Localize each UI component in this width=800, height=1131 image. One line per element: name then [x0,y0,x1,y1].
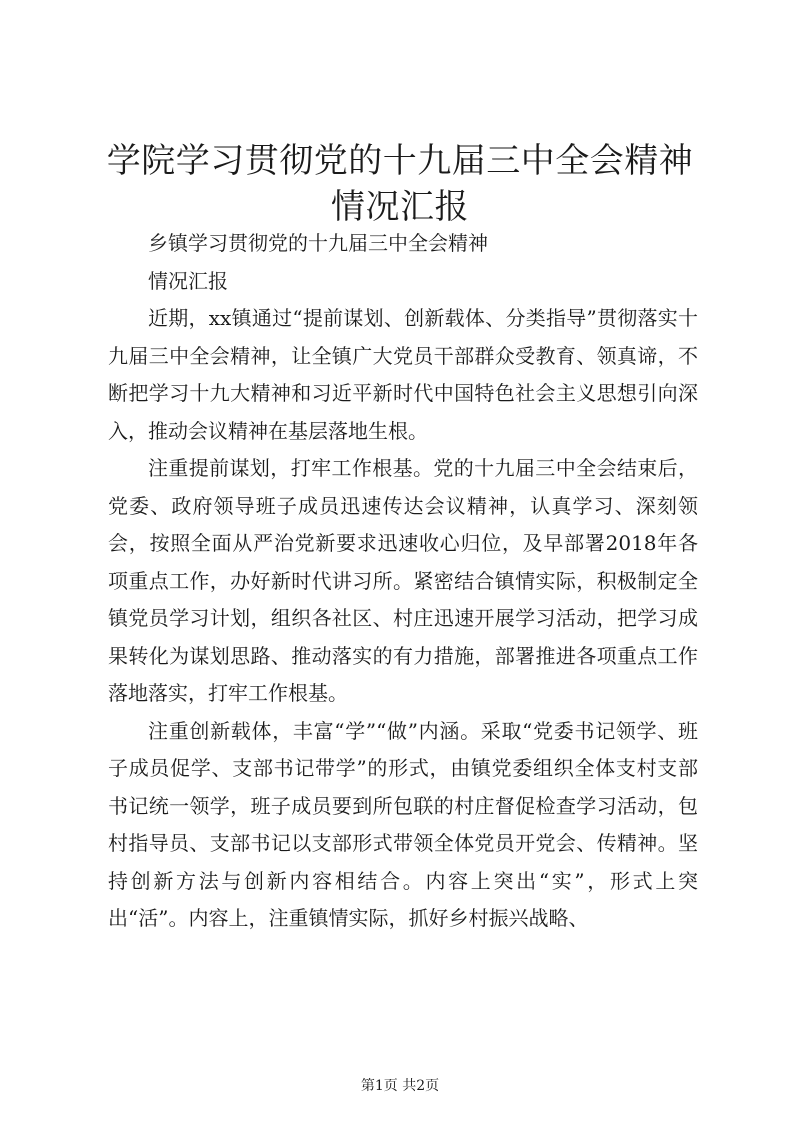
page-footer: 第1页 共2页 [360,1078,440,1094]
paragraph-planning: 注重提前谋划，打牢工作根基。党的十九届三中全会结束后，党委、政府领导班子成员迅速传达会议精神，认真学习、深刻领会，按照全面从严治党新要求迅速收心归位，及早部署2018年各项重点工作，办好新时代讲习所。紧密结合镇情实际，积极制定全镇党员学习计划，组织各社区、村庄迅速开展学习活动，把学习成果转化为谋划思路、推动落实的有力措施，部署推进各项重点工作落地落实，打牢工作根基。 [108,456,698,705]
document-body [108,225,698,938]
paragraph-intro: 近期，xx镇通过“提前谋划、创新载体、分类指导”贯彻落实十九届三中全会精神，让全镇广大党员干部群众受教育、领真谛，不断把学习十九大精神和习近平新时代中国特色社会主义思想引向深入，推动会议精神在基层落地生根。 [108,306,698,443]
subtitle-line-2: 情况汇报 [148,268,228,293]
document-title: 学院学习贯彻党的十九届三中全会精神情况汇报 [106,141,694,227]
subtitle-line-1: 乡镇学习贯彻党的十九届三中全会精神 [148,231,488,255]
paragraph-carrier: 注重创新载体，丰富“学”“做”内涵。采取“党委书记领学、班子成员促学、支部书记带学”的形式，由镇党委组织全体支村支部书记统一领学，班子成员要到所包联的村庄督促检查学习活动，包村指导员、支部书记以支部形式带领全体党员开党会、传精神。坚持创新方法与创新内容相结合。内容上突出“实”，形式上突出“活”。内容上，注重镇情实际，抓好乡村振兴战略、 [108,718,698,930]
